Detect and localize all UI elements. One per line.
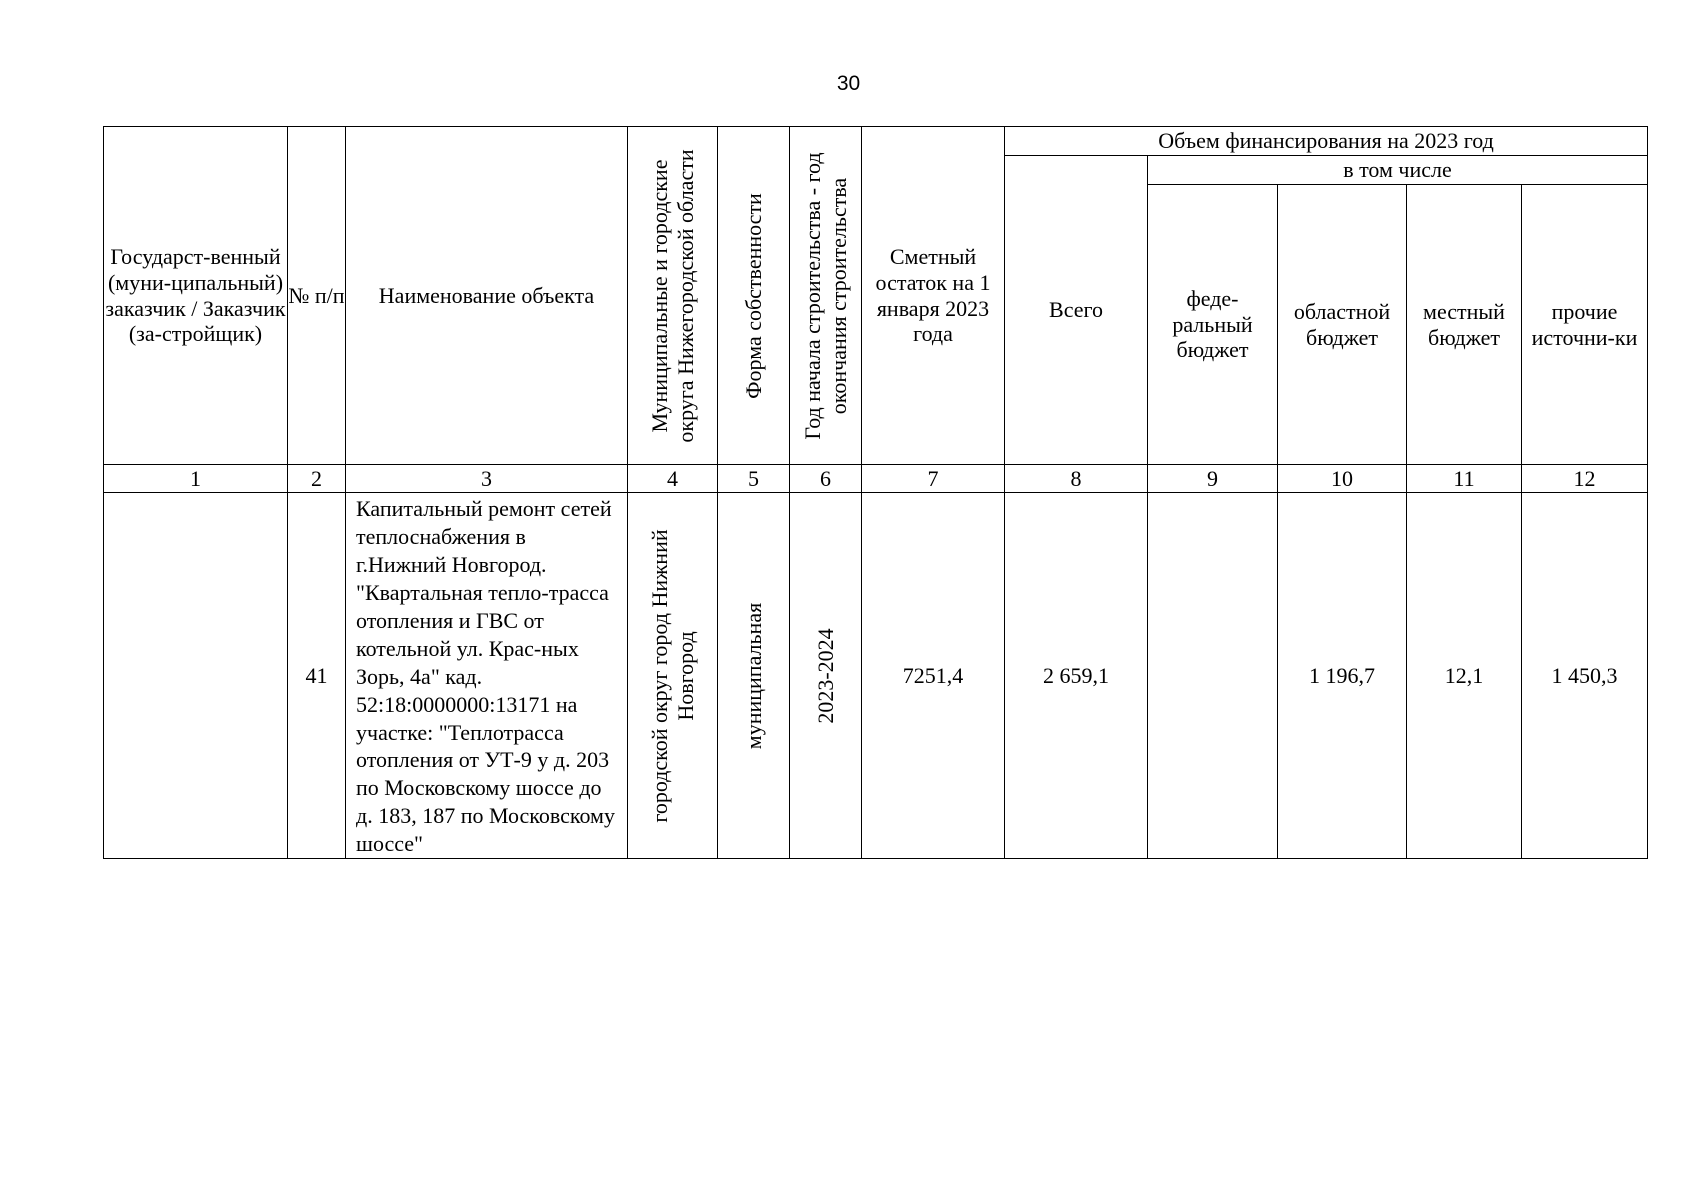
row-years-text: 2023-2024 (812, 627, 838, 724)
header-ownership-text: Форма собственности (740, 192, 766, 399)
header-regional: областной бюджет (1278, 185, 1407, 465)
column-number: 2 (288, 465, 346, 493)
row-ownership (718, 493, 790, 859)
row-federal (1148, 493, 1278, 859)
financing-table (103, 126, 1648, 859)
column-number: 4 (628, 465, 718, 493)
column-number: 11 (1407, 465, 1522, 493)
header-ownership (718, 127, 790, 465)
header-years (790, 127, 862, 465)
row-years (790, 493, 862, 859)
header-object-name: Наименование объекта (346, 127, 628, 465)
header-customer: Государст-венный (муни-ципальный) заказчик / Заказчик (за-стройщик) (104, 127, 288, 465)
header-municipalities (628, 127, 718, 465)
column-number: 5 (718, 465, 790, 493)
column-number: 3 (346, 465, 628, 493)
row-customer (104, 493, 288, 859)
column-number: 6 (790, 465, 862, 493)
header-estimate: Сметный остаток на 1 января 2023 года (862, 127, 1005, 465)
header-total: Всего (1005, 156, 1148, 465)
row-number: 41 (288, 493, 346, 859)
header-local: местный бюджет (1407, 185, 1522, 465)
row-estimate: 7251,4 (862, 493, 1005, 859)
row-municipality-text: городской округ город Нижний Новгород (646, 528, 698, 823)
column-number: 8 (1005, 465, 1148, 493)
header-federal: феде-ральный бюджет (1148, 185, 1278, 465)
header-other: прочие источни-ки (1522, 185, 1648, 465)
table-row (104, 493, 1648, 859)
row-other: 1 450,3 (1522, 493, 1648, 859)
column-number: 10 (1278, 465, 1407, 493)
column-number: 1 (104, 465, 288, 493)
column-number: 12 (1522, 465, 1648, 493)
header-including: в том числе (1148, 156, 1648, 185)
column-number: 9 (1148, 465, 1278, 493)
page-number: 30 (836, 72, 861, 95)
row-municipality (628, 493, 718, 859)
header-financing: Объем финансирования на 2023 год (1005, 127, 1648, 156)
header-years-text: Год начала строительства - год окончания строительства (799, 151, 851, 440)
row-object-name: Капитальный ремонт сетей теплоснабжения в г.Нижний Новгород. "Квартальная тепло-трасса отопления и ГВС от котельной ул. Крас-ных Зорь, 4а" кад. 52:18:0000000:13171 на участке: "Теплотрасса отопления от УТ-9 у д. 203 по Московскому шоссе до д. 183, 187 по Московскому шоссе" (346, 493, 628, 859)
header-municipalities-text: Муниципальные и городские округа Нижегородской области (646, 148, 698, 443)
row-regional: 1 196,7 (1278, 493, 1407, 859)
row-local: 12,1 (1407, 493, 1522, 859)
row-total: 2 659,1 (1005, 493, 1148, 859)
row-ownership-text: муниципальная (740, 602, 766, 749)
header-number: № п/п (288, 127, 346, 465)
column-number: 7 (862, 465, 1005, 493)
